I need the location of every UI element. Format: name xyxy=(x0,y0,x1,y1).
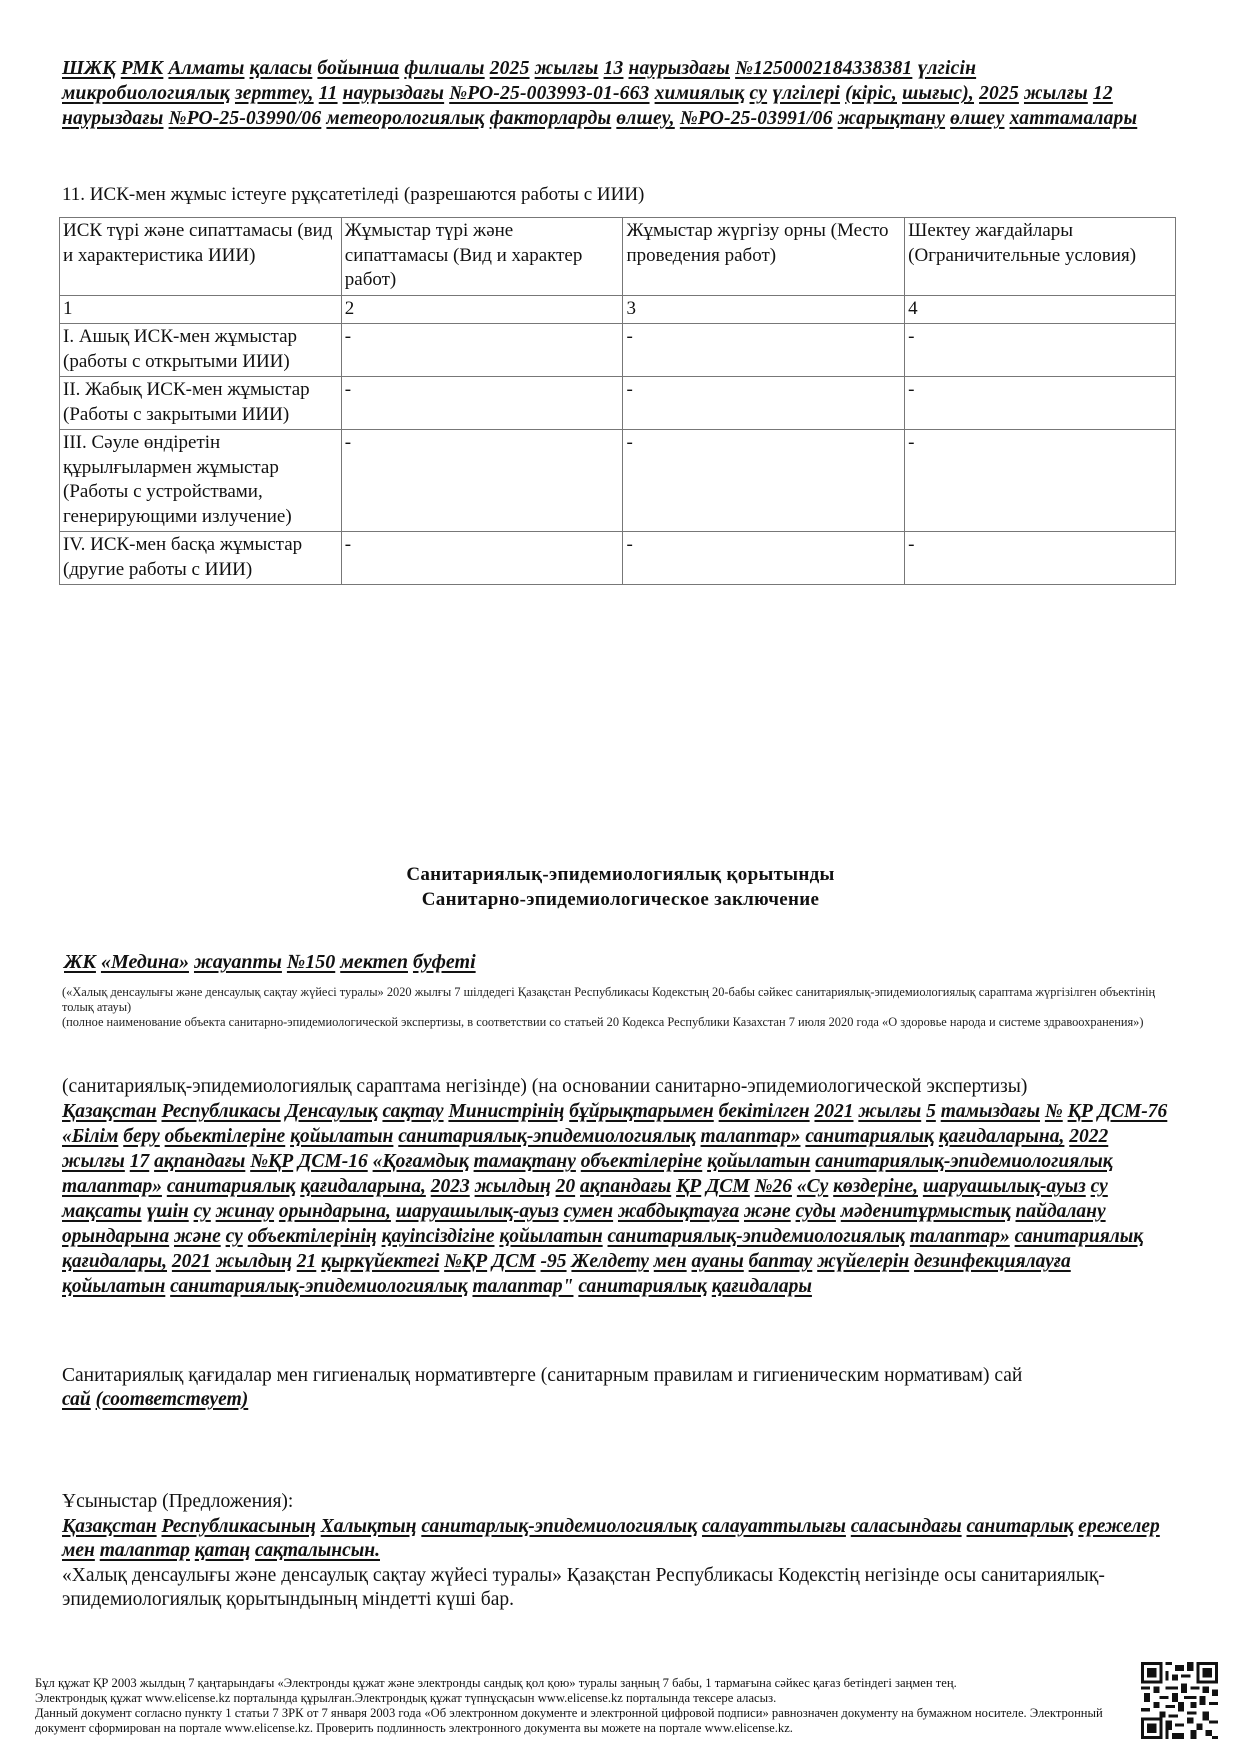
underlined-word: қойылатын xyxy=(290,1126,394,1147)
column-number-row xyxy=(60,295,1176,324)
conclusion-title xyxy=(0,862,1241,912)
underlined-word: наурыздағы xyxy=(628,58,731,79)
underlined-word: ережелер xyxy=(1078,1515,1160,1537)
underlined-word: Халықтың xyxy=(320,1515,417,1537)
compliance-text: Санитариялық қағидалар мен гигиеналық нормативтерге (санитарным правилам и гигиеническим нормативам) сай xyxy=(62,1365,1023,1386)
underlined-word: санитариялық xyxy=(805,1126,934,1147)
protocols-reference xyxy=(62,56,1142,131)
work-type-cell: IV. ИСК-мен басқа жұмыстар (другие работы с ИИИ) xyxy=(60,532,342,585)
underlined-word: №150 xyxy=(286,951,336,973)
underlined-word: және xyxy=(174,1226,221,1247)
basis-block xyxy=(62,1075,1172,1299)
underlined-word: өлшеу, xyxy=(616,108,675,129)
underlined-word: ДСМ-76 xyxy=(1097,1101,1168,1122)
work-type-cell: I. Ашық ИСК-мен жұмыстар (работы с открытыми ИИИ) xyxy=(60,324,342,377)
underlined-word: қойылатын xyxy=(707,1151,811,1172)
underlined-word: 5 xyxy=(926,1101,936,1122)
underlined-word: 2025 xyxy=(979,83,1019,104)
underlined-word: №26 xyxy=(754,1176,792,1197)
underlined-word: саласындағы xyxy=(850,1515,962,1537)
underlined-word: ҚР xyxy=(676,1176,702,1197)
object-name xyxy=(64,949,476,975)
underlined-word: салауаттылығы xyxy=(701,1515,846,1537)
underlined-word: және xyxy=(744,1201,791,1222)
underlined-word: су xyxy=(1090,1176,1108,1197)
underlined-word: Денсаулық xyxy=(285,1101,378,1122)
underlined-word: су xyxy=(225,1226,243,1247)
underlined-word: 2023 xyxy=(430,1176,470,1197)
underlined-word: жылғы xyxy=(62,1151,125,1172)
underlined-word: 12 xyxy=(1092,83,1113,104)
underlined-word: қыркүйектегі xyxy=(321,1251,440,1272)
underlined-word: қойылатын xyxy=(499,1226,603,1247)
underlined-word: мектеп xyxy=(340,951,408,973)
underlined-word: орындарына xyxy=(62,1226,170,1247)
underlined-word: обьектілеріне xyxy=(164,1126,286,1147)
underlined-word: жинау xyxy=(215,1201,275,1222)
underlined-word: ақпандағы xyxy=(154,1151,246,1172)
proposals-block xyxy=(62,1490,1172,1613)
underlined-word: жүйелерін xyxy=(817,1251,910,1272)
underlined-word: санитарлық-эпидемиологиялық xyxy=(421,1515,698,1537)
underlined-word: санитариялық xyxy=(578,1276,707,1297)
underlined-word: объектілерінің xyxy=(247,1226,377,1247)
underlined-word: Алматы xyxy=(168,58,245,79)
underlined-word: 2025 xyxy=(489,58,530,79)
underlined-word: талаптар» xyxy=(62,1176,162,1197)
underlined-word: ҚР xyxy=(1067,1101,1093,1122)
column-number: 2 xyxy=(341,295,623,324)
underlined-word: 20 xyxy=(555,1176,576,1197)
underlined-word: суды xyxy=(795,1201,836,1222)
underlined-word: №1250002184338381 xyxy=(735,58,913,79)
footer-line: Электрондық құжат www.elicense.kz порталында құрылған.Электрондық құжат түпнұсқасын www.elicense.kz порталында тексере аласыз. xyxy=(35,1691,777,1705)
underlined-word: баптау xyxy=(748,1251,813,1272)
underlined-word: сай xyxy=(62,1389,91,1410)
underlined-word: санитариялық-эпидемиологиялық xyxy=(398,1126,696,1147)
object-notes xyxy=(62,985,1182,1030)
basis-label: (санитариялық-эпидемиологиялық сараптама негізінде) (на основании санитарно-эпидемиологической экспертизы) xyxy=(62,1076,1028,1097)
underlined-word: бойынша xyxy=(317,58,400,79)
underlined-word: санитариялық xyxy=(1014,1226,1144,1247)
underlined-word: хаттамалары xyxy=(1009,108,1138,129)
underlined-word: қағидалары xyxy=(711,1276,812,1297)
underlined-word: қаласы xyxy=(249,58,313,79)
underlined-word: қағидаларына, xyxy=(938,1126,1065,1147)
underlined-word: шаруашылық-ауыз xyxy=(395,1201,559,1222)
underlined-word: 17 xyxy=(129,1151,150,1172)
underlined-word: факторларды xyxy=(489,108,612,129)
underlined-word: мен xyxy=(653,1251,687,1272)
underlined-word: -95 xyxy=(540,1251,567,1272)
table-row xyxy=(60,532,1176,585)
table-row xyxy=(60,324,1176,377)
table-cell: - xyxy=(623,532,905,585)
underlined-word: 13 xyxy=(603,58,624,79)
underlined-word: беру xyxy=(123,1126,160,1147)
conclusion-title-ru: Санитарно-эпидемиологическое заключение xyxy=(421,889,820,910)
table-cell: - xyxy=(623,377,905,430)
underlined-word: шаруашылық-ауыз xyxy=(922,1176,1086,1197)
underlined-word: (соответствует) xyxy=(95,1389,249,1410)
underlined-word: «Білім xyxy=(62,1126,119,1147)
underlined-word: Министрінің xyxy=(448,1101,565,1122)
underlined-word: №РО-25-03991/06 xyxy=(679,108,833,129)
underlined-word: жабдықтауға xyxy=(617,1201,740,1222)
underlined-word: санитариялық-эпидемиологиялық xyxy=(170,1276,468,1297)
underlined-word: №ҚР xyxy=(250,1151,294,1172)
underlined-word: №РО-25-03990/06 xyxy=(168,108,322,129)
underlined-word: су xyxy=(193,1201,211,1222)
underlined-word: ауаны xyxy=(691,1251,744,1272)
underlined-word: жылғы xyxy=(534,58,599,79)
compliance-block xyxy=(62,1364,1172,1412)
underlined-word: химиялық xyxy=(654,83,745,104)
qr-code-icon[interactable] xyxy=(1141,1662,1218,1739)
underlined-word: тамыздағы xyxy=(940,1101,1041,1122)
underlined-word: дезинфекциялауға xyxy=(914,1251,1071,1272)
proposals-text xyxy=(62,1515,1172,1564)
header-cell: ИСК түрі және сипаттамасы (вид и характеристика ИИИ) xyxy=(60,218,342,296)
work-type-cell: III. Сәуле өндіретін құрылғылармен жұмыстар (Работы с устройствами, генерирующими излучение) xyxy=(60,430,342,532)
table-cell: - xyxy=(623,430,905,532)
column-number: 4 xyxy=(905,295,1176,324)
underlined-word: үлгілері xyxy=(772,83,841,104)
underlined-word: су xyxy=(749,83,768,104)
underlined-word: үлгісін xyxy=(917,58,977,79)
underlined-word: үшін xyxy=(146,1201,189,1222)
underlined-word: Республикасы xyxy=(161,1101,281,1122)
underlined-word: санитарлық xyxy=(966,1515,1074,1537)
underlined-word: ДСМ-16 xyxy=(298,1151,368,1172)
conclusion-title-kz: Санитариялық-эпидемиологиялық қорытынды xyxy=(406,864,835,885)
work-type-cell: II. Жабық ИСК-мен жұмыстар (Работы с закрытыми ИИИ) xyxy=(60,377,342,430)
isk-permissions-table xyxy=(59,217,1176,585)
underlined-word: санитариялық-эпидемиологиялық xyxy=(815,1151,1113,1172)
basis-regulations xyxy=(62,1099,1172,1299)
header-cell: Жұмыстар жүргізу орны (Место проведения работ) xyxy=(623,218,905,296)
object-note-ru: (полное наименование объекта санитарно-эпидемиологической экспертизы, в соответствии со статьей 20 Кодекса Республики Казахстан 7 июля 2020 года «О здоровье народа и системе здравоохранения») xyxy=(62,1015,1144,1029)
underlined-word: шығыс), xyxy=(902,83,975,104)
table-row xyxy=(60,430,1176,532)
underlined-word: № xyxy=(1044,1101,1063,1122)
header-cell: Жұмыстар түрі және сипаттамасы (Вид и характер работ) xyxy=(341,218,623,296)
table-cell: - xyxy=(341,377,623,430)
underlined-word: жарықтану xyxy=(837,108,946,129)
underlined-word: 11 xyxy=(318,83,338,104)
underlined-word: «Қоғамдық xyxy=(372,1151,469,1172)
underlined-word: талаптар» xyxy=(909,1226,1010,1247)
underlined-word: жылғы xyxy=(858,1101,922,1122)
underlined-word: қойылатын xyxy=(62,1276,166,1297)
table-cell: - xyxy=(905,532,1176,585)
table-header-row xyxy=(60,218,1176,296)
underlined-word: Қазақстан xyxy=(62,1515,157,1537)
header-cell: Шектеу жағдайлары (Ограничительные условия) xyxy=(905,218,1176,296)
column-number: 1 xyxy=(60,295,342,324)
underlined-word: 2021 xyxy=(814,1101,854,1122)
underlined-word: мақсаты xyxy=(62,1201,142,1222)
underlined-word: көздеріне, xyxy=(833,1176,918,1197)
underlined-word: жылғы xyxy=(1023,83,1088,104)
underlined-word: наурыздағы xyxy=(342,83,445,104)
table-cell: - xyxy=(905,377,1176,430)
underlined-word: №РО-25-003993-01-663 xyxy=(449,83,650,104)
underlined-word: наурыздағы xyxy=(62,108,164,129)
underlined-word: 2022 xyxy=(1069,1126,1109,1147)
legal-force-text: «Халық денсаулығы және денсаулық сақтау жүйесі туралы» Қазақстан Республикасы Кодекстің негізінде осы санитариялық-эпидемиологиялық қорытындының міндетті күші бар. xyxy=(62,1564,1105,1610)
underlined-word: ДСМ xyxy=(706,1176,750,1197)
column-number: 3 xyxy=(623,295,905,324)
underlined-word: «Медина» xyxy=(100,951,189,973)
underlined-word: РМК xyxy=(120,58,164,79)
underlined-word: Республикасының xyxy=(161,1515,316,1537)
underlined-word: «Су xyxy=(796,1176,829,1197)
footer-note xyxy=(35,1676,1115,1736)
underlined-word: санитариялық-эпидемиологиялық xyxy=(607,1226,905,1247)
underlined-word: бұйрықтарымен xyxy=(569,1101,714,1122)
underlined-word: Қазақстан xyxy=(62,1101,157,1122)
underlined-word: қауіпсіздігіне xyxy=(381,1226,495,1247)
underlined-word: пайдалану xyxy=(1015,1201,1106,1222)
underlined-word: орындарына, xyxy=(278,1201,391,1222)
compliance-result xyxy=(62,1388,1172,1412)
underlined-word: ДСМ xyxy=(492,1251,536,1272)
underlined-word: мәденитұрмыстық xyxy=(840,1201,1011,1222)
underlined-word: 21 xyxy=(296,1251,317,1272)
underlined-word: талаптар" xyxy=(472,1276,574,1297)
underlined-word: объектілеріне xyxy=(580,1151,703,1172)
underlined-word: №ҚР xyxy=(444,1251,488,1272)
underlined-word: талаптар» xyxy=(700,1126,801,1147)
underlined-word: ШЖҚ xyxy=(62,58,116,79)
underlined-word: қағидалары, xyxy=(62,1251,168,1272)
underlined-word: жауапты xyxy=(193,951,282,973)
underlined-word: (кіріс, xyxy=(845,83,897,104)
table-cell: - xyxy=(905,324,1176,377)
underlined-word: буфеті xyxy=(412,951,476,973)
underlined-word: зерттеу, xyxy=(234,83,314,104)
footer-line: Данный документ согласно пункту 1 статьи 7 ЗРК от 7 января 2003 года «Об электронном документе и электронной цифровой подписи» равнозначен документу на бумажном носителе. Электронный документ сформирован на портале www.elicense.kz. Проверить подлинность электронного документа вы можете на портале www.elicense.kz. xyxy=(35,1706,1103,1735)
underlined-word: қағидаларына, xyxy=(300,1176,426,1197)
underlined-word: сақталынсын. xyxy=(255,1540,380,1561)
underlined-word: бекітілген xyxy=(718,1101,810,1122)
footer-line: Бұл құжат ҚР 2003 жылдың 7 қаңтарындағы «Электронды құжат және электронды сандық қол қою» туралы заңның 7 бабы, 1 тармағына сәйкес қағаз бетіндегі заңмен тең. xyxy=(35,1676,957,1690)
proposals-label: Ұсыныстар (Предложения): xyxy=(62,1491,294,1512)
underlined-word: сақтау xyxy=(382,1101,444,1122)
underlined-word: санитариялық xyxy=(166,1176,296,1197)
underlined-word: өлшеу xyxy=(950,108,1005,129)
underlined-word: жылдың xyxy=(474,1176,551,1197)
object-note-kz: («Халық денсаулығы және денсаулық сақтау жүйесі туралы» 2020 жылғы 7 шілдедегі Қазақстан Республикасы Кодекстың 20-бабы сәйкес санитариялық-эпидемиологиялық сараптама жүргізілген объектінің толық атауы) xyxy=(62,985,1156,1014)
underlined-word: мен xyxy=(62,1540,95,1561)
table-cell: - xyxy=(623,324,905,377)
underlined-word: ақпандағы xyxy=(579,1176,672,1197)
table-cell: - xyxy=(905,430,1176,532)
underlined-word: 2021 xyxy=(171,1251,211,1272)
underlined-word: қатаң xyxy=(194,1540,251,1561)
underlined-word: микробиологиялық xyxy=(62,83,230,104)
section-11-title: 11. ИСК-мен жұмыс істеуге рұқсатетіледі (разрешаются работы с ИИИ) xyxy=(62,184,645,205)
table-cell: - xyxy=(341,532,623,585)
underlined-word: ЖК xyxy=(64,951,96,973)
table-cell: - xyxy=(341,324,623,377)
underlined-word: филиалы xyxy=(404,58,485,79)
underlined-word: Желдету xyxy=(571,1251,649,1272)
table-row xyxy=(60,377,1176,430)
underlined-word: метеорологиялық xyxy=(326,108,485,129)
underlined-word: жылдың xyxy=(215,1251,292,1272)
underlined-word: талаптар xyxy=(99,1540,190,1561)
table-cell: - xyxy=(341,430,623,532)
underlined-word: сумен xyxy=(563,1201,614,1222)
underlined-word: тамақтану xyxy=(473,1151,576,1172)
